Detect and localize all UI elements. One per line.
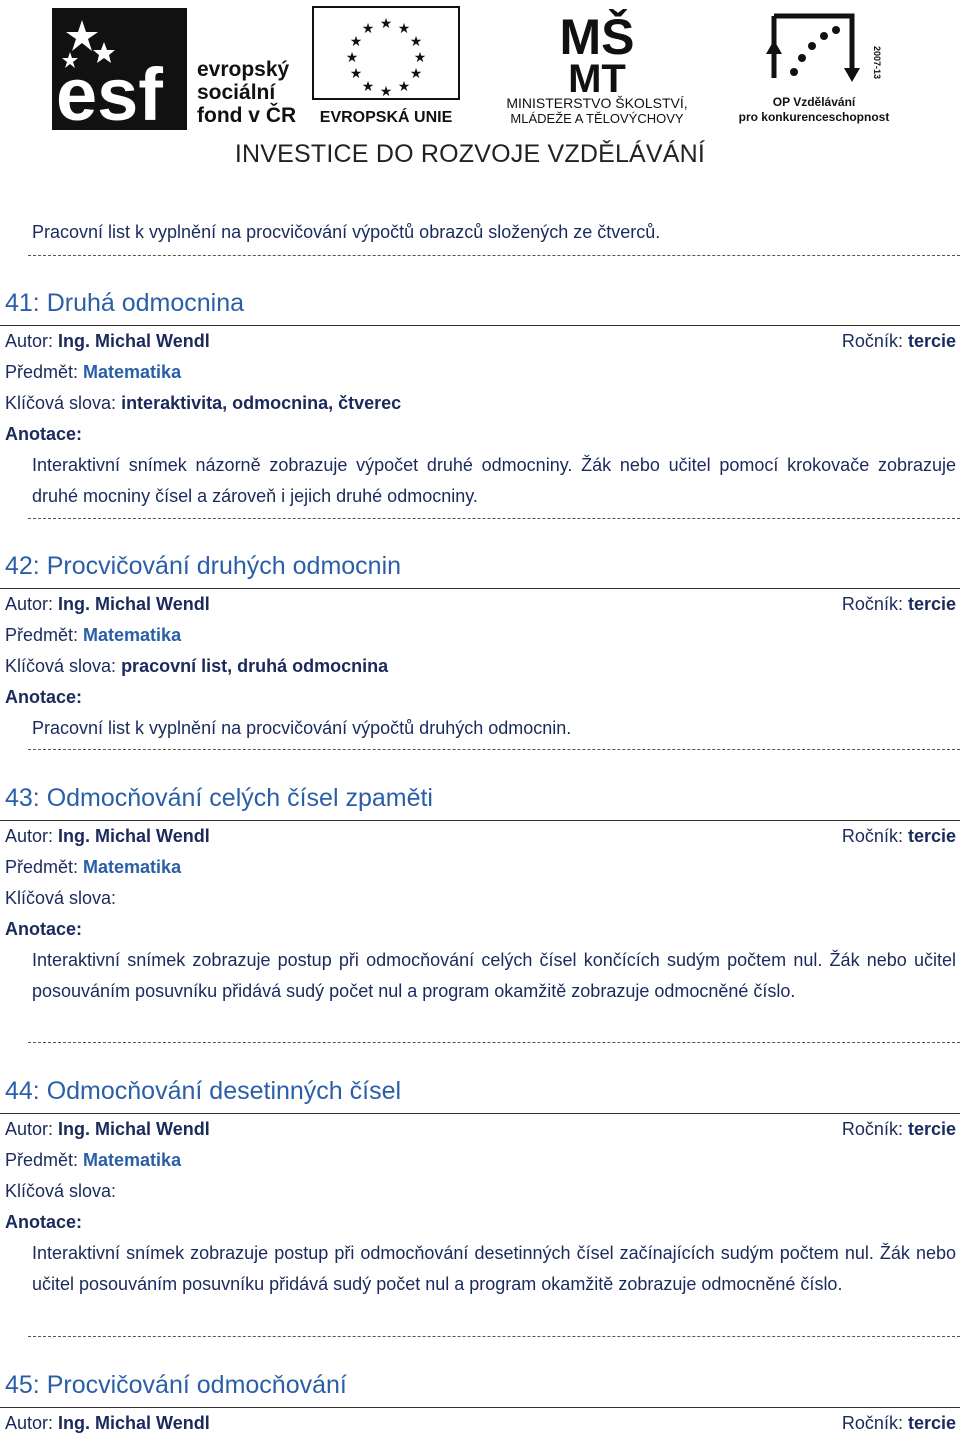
svg-text:fond v ČR: fond v ČR: [197, 104, 297, 127]
anotace-label: Anotace:: [5, 1212, 83, 1232]
svg-text:★: ★: [349, 34, 363, 50]
svg-text:MT: MT: [568, 57, 626, 101]
svg-text:★: ★: [345, 50, 359, 66]
klicova-row: Klíčová slova:: [5, 1181, 117, 1201]
svg-text:★: ★: [409, 66, 423, 82]
separator: [28, 255, 960, 256]
autor-row: Autor: Ing. Michal Wendl: [5, 1119, 210, 1139]
title-rule: [0, 588, 960, 589]
rocnik-row: Ročník: tercie: [841, 1413, 956, 1433]
entry-title: 44: Odmocňování desetinných čísel: [5, 1077, 402, 1105]
anotace-label: Anotace:: [5, 919, 83, 939]
svg-text:2007-13: 2007-13: [872, 46, 882, 80]
svg-text:★: ★: [379, 16, 393, 32]
svg-text:MŠ: MŠ: [559, 9, 635, 65]
entry-title: 43: Odmocňování celých čísel zpaměti: [5, 784, 433, 812]
msmt-logo: [470, 6, 725, 126]
klicova-row: Klíčová slova: interaktivita, odmocnina, čtverec: [5, 393, 402, 413]
investice-banner: INVESTICE DO ROZVOJE VZDĚLÁVÁNÍ: [234, 140, 706, 168]
predmet-row: Předmět: Matematika: [5, 362, 182, 382]
autor-row: Autor: Ing. Michal Wendl: [5, 826, 210, 846]
separator: [28, 749, 960, 750]
separator: [28, 518, 960, 519]
esf-logo: [52, 8, 302, 130]
autor-row: Autor: Ing. Michal Wendl: [5, 594, 210, 614]
svg-text:esf: esf: [56, 53, 163, 130]
klicova-row: Klíčová slova:: [5, 888, 117, 908]
autor-row: Autor: Ing. Michal Wendl: [5, 331, 210, 351]
title-rule: [0, 820, 960, 821]
separator: [28, 1336, 960, 1337]
svg-text:★: ★: [361, 21, 375, 37]
title-rule: [0, 325, 960, 326]
rocnik-row: Ročník: tercie: [841, 1119, 956, 1139]
svg-text:★: ★: [349, 66, 363, 82]
svg-text:★: ★: [379, 84, 393, 100]
svg-text:evropský: evropský: [197, 58, 290, 81]
svg-text:★: ★: [397, 79, 411, 95]
svg-text:MINISTERSTVO ŠKOLSTVÍ,: MINISTERSTVO ŠKOLSTVÍ,: [506, 95, 688, 111]
anotace-text: Interaktivní snímek názorně zobrazuje výpočet druhé odmocniny. Žák nebo učitel pomocí krokovače zobrazuje druhé mocniny čísel a zároveň i jejich druhé odmocniny.: [32, 455, 956, 506]
autor-row: Autor: Ing. Michal Wendl: [5, 1413, 210, 1433]
anotace-label: Anotace:: [5, 687, 83, 707]
rocnik-row: Ročník: tercie: [841, 826, 956, 846]
anotace-text: Pracovní list k vyplnění na procvičování výpočtů druhých odmocnin.: [32, 718, 572, 738]
svg-text:pro konkurenceschopnost: pro konkurenceschopnost: [738, 110, 890, 124]
rocnik-row: Ročník: tercie: [841, 331, 956, 351]
predmet-row: Předmět: Matematika: [5, 1150, 182, 1170]
title-rule: [0, 1407, 960, 1408]
rocnik-row: Ročník: tercie: [841, 594, 956, 614]
separator: [28, 1042, 960, 1043]
svg-text:EVROPSKÁ UNIE: EVROPSKÁ UNIE: [319, 109, 453, 126]
eu-flag-logo: [312, 6, 460, 126]
anotace-text: Interaktivní snímek zobrazuje postup při odmocňování celých čísel končících sudým počtem nul. Žák nebo učitel posouváním posuvníku přidává sudý počet nul a program okamžitě zobrazuje odmocněné číslo.: [32, 950, 956, 1001]
predmet-row: Předmět: Matematika: [5, 857, 182, 877]
anotace-text: Interaktivní snímek zobrazuje postup při odmocňování desetinných čísel začínajících sudým počtem nul. Žák nebo učitel posouváním posuvníku přidává sudý počet nul a program okamžitě zobrazuje odmocněné číslo.: [32, 1243, 956, 1294]
svg-text:★: ★: [361, 79, 375, 95]
header-logos: [0, 0, 960, 185]
title-rule: [0, 1113, 960, 1114]
svg-text:OP Vzdělávání: OP Vzdělávání: [772, 95, 856, 109]
predmet-row: Předmět: Matematika: [5, 625, 182, 645]
intro-text: Pracovní list k vyplnění na procvičování výpočtů obrazců složených ze čtverců.: [32, 222, 661, 242]
anotace-label: Anotace:: [5, 424, 83, 444]
op-vzdelavani-logo: [732, 6, 897, 126]
svg-text:★: ★: [397, 21, 411, 37]
svg-text:MLÁDEŽE A TĚLOVÝCHOVY: MLÁDEŽE A TĚLOVÝCHOVY: [510, 111, 684, 126]
svg-text:★: ★: [413, 50, 427, 66]
entry-title: 41: Druhá odmocnina: [5, 289, 245, 317]
entry-title: 45: Procvičování odmocňování: [5, 1371, 347, 1399]
klicova-row: Klíčová slova: pracovní list, druhá odmocnina: [5, 656, 389, 676]
svg-text:★: ★: [409, 34, 423, 50]
entry-title: 42: Procvičování druhých odmocnin: [5, 552, 402, 580]
svg-text:sociální: sociální: [197, 81, 276, 104]
